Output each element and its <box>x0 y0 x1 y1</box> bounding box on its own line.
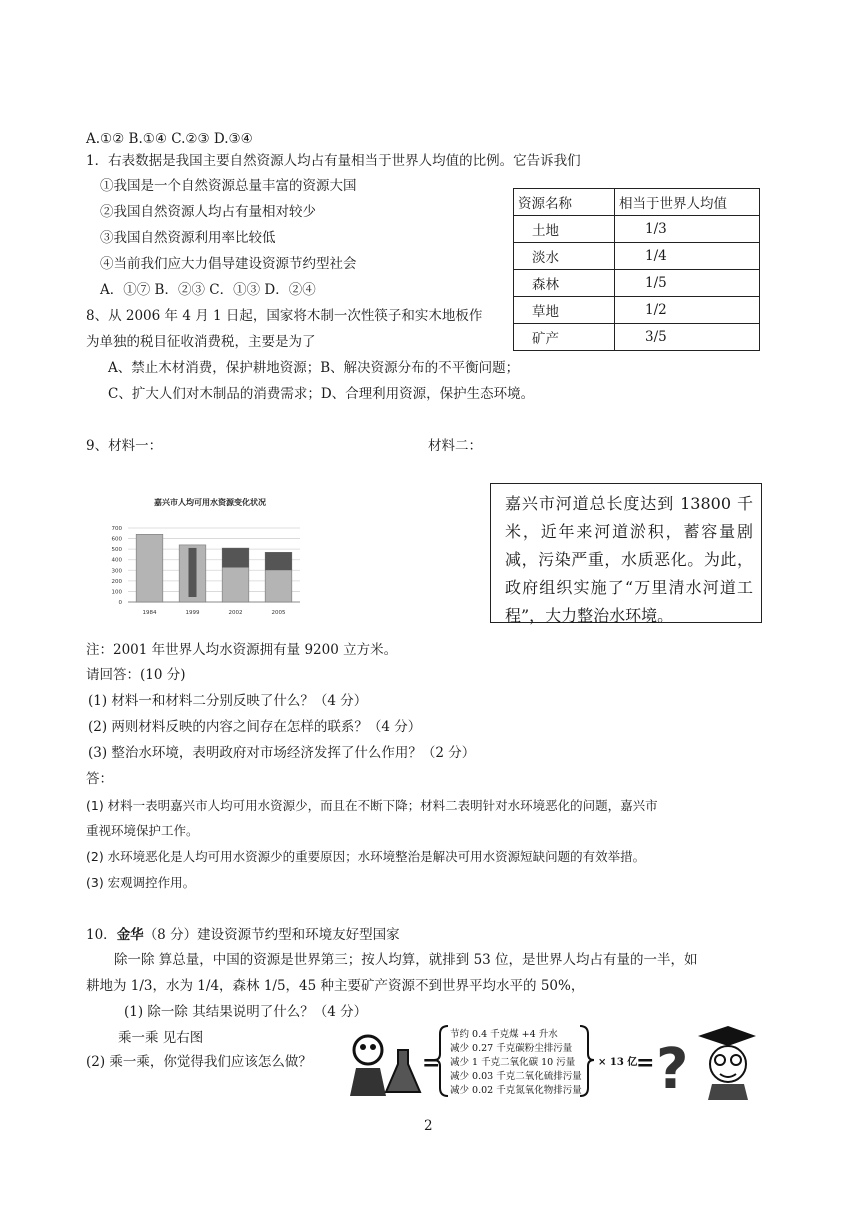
q9-answer: (2) 水环境恶化是人均可用水资源少的重要原因；水环境整治是解决可用水资源短缺问题的有效举措。 <box>86 849 646 864</box>
chart-y-ticks <box>112 526 123 606</box>
q9-note: 注：2001 年世界人均水资源拥有量 9200 立方米。 <box>86 642 398 658</box>
table-cell: 土地 <box>514 216 615 243</box>
table-header-row <box>514 189 760 216</box>
q8-options-ab: A、禁止木材消费，保护耕地资源；B、解决资源分布的不平衡问题； <box>108 360 520 376</box>
table-cell: 1/5 <box>615 270 760 297</box>
q9-question: (2) 两则材料反映的内容之间存在怎样的联系？（4 分） <box>88 719 422 735</box>
q9-answer: (1) 材料一表明嘉兴市人均可用水资源少，而且在不断下降；材料二表明针对水环境恶化的问题，嘉兴市 <box>86 798 658 813</box>
table-cell: 1/4 <box>615 243 760 270</box>
q10-heading-rest: （8 分）建设资源节约型和环境友好型国家 <box>143 927 400 943</box>
table-header: 资源名称 <box>514 189 615 216</box>
table-cell: 1/2 <box>615 297 760 324</box>
illus-line: 减少 0.02 千克氮氧化物排污量 <box>450 1085 582 1096</box>
q8-stem-line2: 为单独的税目征收消费税，主要是为了 <box>86 334 316 350</box>
scholar-icon <box>698 1026 756 1100</box>
bar-shade <box>265 552 292 570</box>
illus-line: 减少 0.27 千克碳粉尘排污量 <box>450 1043 573 1054</box>
q8-options-cd: C、扩大人们对木制品的消费需求；D、合理利用资源，保护生态环境。 <box>108 386 535 402</box>
q8-stem-line1: 8、从 2006 年 4 月 1 日起，国家将木制一次性筷子和实木地板作 <box>86 308 483 324</box>
q9-material1-label: 9、材料一： <box>86 438 163 454</box>
table-row <box>514 297 760 324</box>
q1-options: A．①⑦ B．②③ C．①③ D．②④ <box>100 282 316 298</box>
y-tick-label: 500 <box>111 547 122 554</box>
multiply-illustration <box>348 1020 758 1100</box>
y-tick-label: 600 <box>111 536 122 543</box>
y-tick-label: 700 <box>111 526 122 532</box>
q9-prompt: 请回答：(10 分) <box>86 667 186 683</box>
q10-number: 10． <box>86 927 117 943</box>
x-tick-label: 1999 <box>185 610 200 616</box>
table-header: 相当于世界人均值 <box>615 189 760 216</box>
q10-sub2: (2) 乘一乘，你觉得我们应该怎么做？ <box>86 1054 312 1070</box>
left-brace <box>434 1026 448 1096</box>
equals-sign: = <box>422 1050 441 1076</box>
table-cell: 森林 <box>514 270 615 297</box>
q10-sub1: (1) 除一除 其结果说明了什么？（4 分） <box>124 1004 368 1020</box>
q1-stem: 1．右表数据是我国主要自然资源人均占有量相当于世界人均值的比例。它告诉我们 <box>86 153 581 169</box>
y-tick-label: 100 <box>111 589 122 596</box>
q1-item: ④当前我们应大力倡导建设资源节约型社会 <box>100 256 357 272</box>
table-cell: 草地 <box>514 297 615 324</box>
water-resource-chart <box>100 488 300 628</box>
flask-icon <box>386 1050 420 1092</box>
y-tick-label: 400 <box>111 557 122 564</box>
y-tick-label: 200 <box>111 578 122 585</box>
multiplier: × 13 亿 <box>598 1057 638 1068</box>
q1-item: ②我国自然资源人均占有量相对较少 <box>100 204 316 220</box>
bar-shade <box>222 548 249 567</box>
right-brace <box>580 1026 594 1096</box>
table-cell: 3/5 <box>615 324 760 351</box>
q9-answer-label: 答： <box>86 771 113 787</box>
q10-paragraph-line2: 耕地为 1/3，水为 1/4，森林 1/5，45 种主要矿产资源不到世界平均水平的 50%， <box>86 978 585 994</box>
chart-title: 嘉兴市人均可用水资源变化状况 <box>154 498 266 507</box>
table-row <box>514 270 760 297</box>
q1-item: ③我国自然资源利用率比较低 <box>100 230 276 246</box>
person-icon <box>350 1036 386 1096</box>
prev-question-options: A.①② B.①④ C.②③ D.③④ <box>86 131 253 147</box>
chart-x-ticks <box>143 610 286 616</box>
x-tick-label: 2002 <box>228 610 243 616</box>
q1-item: ①我国是一个自然资源总量丰富的资源大国 <box>100 178 357 194</box>
q9-answer: (3) 宏观调控作用。 <box>86 875 196 890</box>
x-tick-label: 2005 <box>271 610 286 616</box>
q10-heading <box>86 926 400 944</box>
illus-line: 减少 1 千克二氧化碳 10 污量 <box>450 1057 576 1068</box>
table-cell: 1/3 <box>615 216 760 243</box>
material2-box: 嘉兴市河道总长度达到 13800 千米，近年来河道淤积，蓄容量剧减，污染严重，水质恶化。为此，政府组织实施了“万里清水河道工程”，大力整治水环境。 <box>490 483 762 623</box>
y-tick-label: 300 <box>111 568 122 575</box>
y-tick-label: 0 <box>118 600 122 606</box>
table-cell: 矿产 <box>514 324 615 351</box>
q10-multiply-label: 乘一乘 见右图 <box>118 1030 204 1046</box>
table-row <box>514 243 760 270</box>
q10-paragraph-line1: 除一除 算总量，中国的资源是世界第三；按人均算，就排到 53 位，是世界人均占有量的一半，如 <box>114 952 698 968</box>
q9-question: (1) 材料一和材料二分别反映了什么？（4 分） <box>88 693 368 709</box>
page-number: 2 <box>424 1118 433 1134</box>
q9-material2-label: 材料二： <box>428 438 482 454</box>
table-row <box>514 216 760 243</box>
equals-sign: = <box>636 1050 655 1076</box>
illus-line: 减少 0.03 千克二氧化硫排污量 <box>450 1071 582 1082</box>
svg-text:?: ? <box>656 1037 689 1100</box>
q9-answer: 重视环境保护工作。 <box>86 823 199 838</box>
chart-bars <box>136 534 292 602</box>
bar <box>136 534 163 602</box>
resource-table <box>513 188 760 351</box>
question-mark-icon <box>656 1037 688 1100</box>
q10-city: 金华 <box>116 927 144 943</box>
bar-shade <box>189 548 197 597</box>
illus-line: 节约 0.4 千克煤 +4 升水 <box>450 1029 558 1040</box>
x-tick-label: 1984 <box>142 610 157 616</box>
table-cell: 淡水 <box>514 243 615 270</box>
q9-question: (3) 整治水环境，表明政府对市场经济发挥了什么作用？（2 分） <box>88 745 476 761</box>
table-row <box>514 324 760 351</box>
